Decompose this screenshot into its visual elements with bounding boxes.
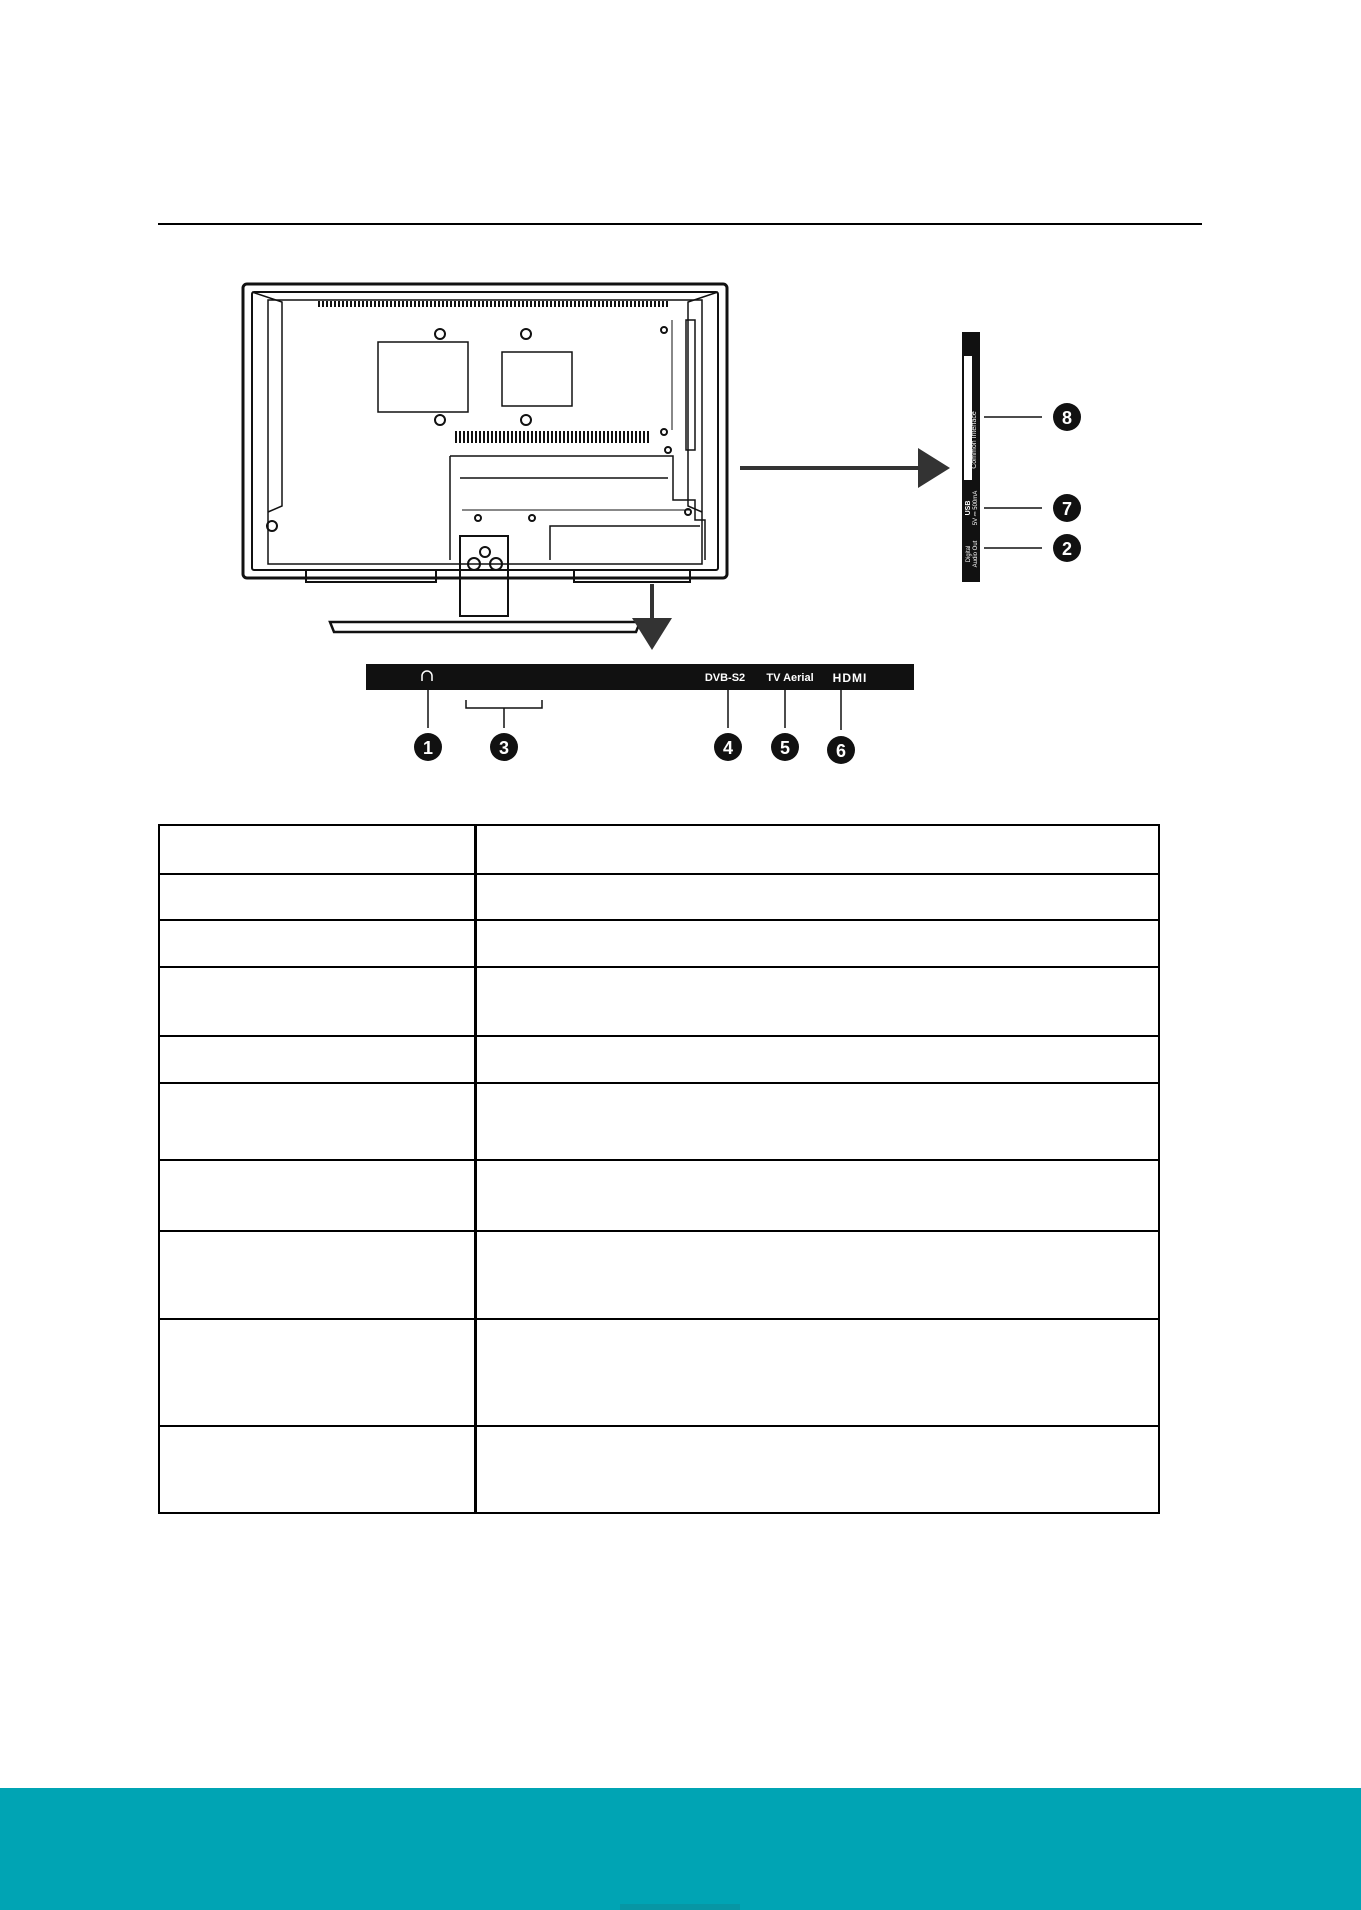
bottom-panel [366, 664, 914, 690]
table-cell-label [159, 1036, 476, 1083]
table-cell-description [476, 920, 1160, 967]
table-cell-label [159, 967, 476, 1036]
side-ci-label: Common Interface [971, 411, 978, 469]
table-cell-label [159, 1319, 476, 1426]
table-cell-label [159, 1083, 476, 1160]
bottom-dvb-label: DVB-S2 [704, 672, 746, 684]
table-cell-description [476, 1231, 1160, 1319]
svg-text:3: 3 [498, 738, 510, 758]
table-row [159, 1160, 1159, 1231]
connections-table [158, 824, 1160, 1514]
side-digital-label: Digital [966, 545, 972, 563]
callout-2 [1053, 534, 1081, 562]
table-row [159, 874, 1159, 920]
table-cell-label [159, 1160, 476, 1231]
table-row [159, 1036, 1159, 1083]
footer-mark [620, 1904, 740, 1910]
callout-6 [827, 736, 855, 764]
table-cell-label [159, 1426, 476, 1513]
svg-text:8: 8 [1061, 408, 1073, 428]
footer-bar [0, 1788, 1361, 1910]
callout-3 [490, 733, 518, 761]
callout-8 [1053, 403, 1081, 431]
table-row [159, 1319, 1159, 1426]
callout-7 [1053, 494, 1081, 522]
callout-5 [771, 733, 799, 761]
svg-text:1: 1 [422, 738, 434, 758]
table-cell-label [159, 874, 476, 920]
table-cell-description [476, 1319, 1160, 1426]
table-row [159, 1083, 1159, 1160]
table-row [159, 920, 1159, 967]
side-usb-label: USB [965, 500, 972, 516]
hdmi-logo: HDMI [832, 671, 868, 685]
table-cell-description [476, 825, 1160, 874]
svg-text:2: 2 [1061, 539, 1073, 559]
side-panel [962, 332, 980, 582]
table-cell-description [476, 967, 1160, 1036]
table-cell-description [476, 1036, 1160, 1083]
callout-1 [414, 733, 442, 761]
table-cell-label [159, 920, 476, 967]
table-cell-label [159, 1231, 476, 1319]
callout-4 [714, 733, 742, 761]
side-audio-out-label: Audio Out [973, 540, 979, 568]
table-row [159, 967, 1159, 1036]
side-usb-rating: 5V ⎓ 500mA [973, 490, 979, 526]
tv-connection-diagram [0, 0, 1361, 800]
table-cell-label [159, 825, 476, 874]
table-cell-description [476, 874, 1160, 920]
tv-rear-view [243, 284, 727, 632]
svg-text:4: 4 [722, 738, 734, 758]
svg-text:5: 5 [779, 738, 791, 758]
bottom-aerial-label: TV Aerial [766, 672, 814, 684]
table-cell-description [476, 1160, 1160, 1231]
svg-text:7: 7 [1061, 499, 1073, 519]
table-cell-description [476, 1426, 1160, 1513]
table-cell-description [476, 1083, 1160, 1160]
table-row [159, 1426, 1159, 1513]
svg-text:6: 6 [835, 741, 847, 761]
table-row [159, 1231, 1159, 1319]
table-row [159, 825, 1159, 874]
